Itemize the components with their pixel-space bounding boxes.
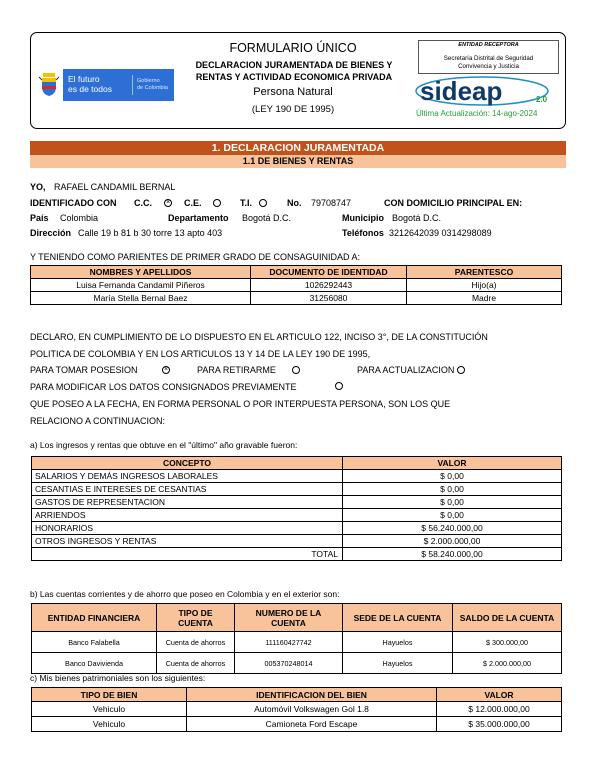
asset-value: $ 12.000.000,00 xyxy=(437,702,562,717)
account-entity: Banco Davivienda xyxy=(32,653,157,674)
table-row xyxy=(32,702,562,717)
yo-label: YO, xyxy=(30,182,46,192)
receiver-name-2: Convivencia y Justicia xyxy=(458,63,519,70)
table-row xyxy=(32,522,562,535)
asset-value: $ 35.000.000,00 xyxy=(437,717,562,732)
last-update: Última Actualización: 14-ago-2024 xyxy=(416,109,538,118)
table-header-row xyxy=(31,266,562,279)
income-concept: SALARIOS Y DEMÁS INGRESOS LABORALES xyxy=(32,470,343,483)
sideap-logo xyxy=(414,75,556,107)
cc-label: C.C. xyxy=(134,198,152,208)
account-site: Hayuelos xyxy=(343,632,453,653)
asset-type: Vehiculo xyxy=(32,717,187,732)
table-header-row xyxy=(32,457,562,470)
asset-identification: Camioneta Ford Escape xyxy=(187,717,437,732)
table-row xyxy=(32,632,562,653)
income-table xyxy=(31,456,562,561)
option-actualizacion-radio[interactable] xyxy=(457,366,465,374)
logo-line2: es de todos xyxy=(68,84,112,94)
option-retiro-radio[interactable] xyxy=(292,366,300,374)
table-row xyxy=(32,470,562,483)
relative-kinship: Madre xyxy=(407,292,562,305)
income-concept: HONORARIOS xyxy=(32,522,343,535)
table-row xyxy=(32,535,562,548)
col-header-account-balance: SALDO DE LA CUENTA xyxy=(453,604,562,632)
relative-kinship: Hijo(a) xyxy=(407,279,562,292)
declaration-line-2: POLITICA DE COLOMBIA Y EN LOS ARTICULOS 13 Y 14 DE LA LEY 190 DE 1995, xyxy=(30,349,371,359)
section-subtitle: 1.1 DE BIENES Y RENTAS xyxy=(30,155,566,168)
law-reference: (LEY 190 DE 1995) xyxy=(251,104,335,115)
cc-radio[interactable]: × xyxy=(165,199,171,206)
receiver-label: ENTIDAD RECEPTORA xyxy=(458,42,519,48)
col-header-value: VALOR xyxy=(343,457,562,470)
income-total-label: TOTAL xyxy=(32,548,343,561)
income-concept: CESANTIAS E INTERESES DE CESANTIAS xyxy=(32,483,343,496)
table-row xyxy=(32,496,562,509)
section-title: 1. DECLARACION JURAMENTADA xyxy=(30,141,566,155)
col-header-asset-value: VALOR xyxy=(437,688,562,702)
table-row xyxy=(32,717,562,732)
income-total-row xyxy=(32,548,562,561)
col-header-asset-type: TIPO DE BIEN xyxy=(32,688,187,702)
income-value: $ 2.000.000,00 xyxy=(343,535,562,548)
option-posesion-radio[interactable]: × xyxy=(163,366,169,373)
asset-identification: Automóvil Volkswagen Gol 1.8 xyxy=(187,702,437,717)
number-label: No. xyxy=(287,198,302,208)
id-number: 79708747 xyxy=(311,198,352,208)
option-actualizacion-label: PARA ACTUALIZACION xyxy=(357,365,455,375)
ti-radio[interactable] xyxy=(259,199,267,207)
income-concept: GASTOS DE REPRESENTACION xyxy=(32,496,343,509)
table-header-row xyxy=(32,604,562,632)
table-row xyxy=(32,483,562,496)
account-entity: Banco Falabella xyxy=(32,632,157,653)
option-retiro-label: PARA RETIRARME xyxy=(197,365,276,375)
account-site: Hayuelos xyxy=(343,653,453,674)
sideap-brand: sideap xyxy=(420,76,503,106)
table-row xyxy=(31,292,562,305)
logo-divider xyxy=(132,75,133,95)
government-logo xyxy=(37,69,174,101)
col-header-document: DOCUMENTO DE IDENTIDAD xyxy=(251,266,407,279)
asset-type: Vehiculo xyxy=(32,702,187,717)
assets-intro: c) Mis bienes patrimoniales son los siguientes: xyxy=(30,673,206,683)
dept-value: Bogotá D.C. xyxy=(242,213,292,223)
logo-gov2: de Colombia xyxy=(137,85,168,91)
accounts-intro: b) Las cuentas corrientes y de ahorro que poseo en Colombia y en el exterior son: xyxy=(30,589,340,599)
dept-label: Departamento xyxy=(168,213,229,223)
declaration-line-3: QUE POSEO A LA FECHA, EN FORMA PERSONAL O POR INTERPUESTA PERSONA, SON LOS QUE xyxy=(30,399,451,409)
relatives-intro: Y TENIENDO COMO PARIENTES DE PRIMER GRADO DE CONSAGUINIDAD A: xyxy=(30,252,361,262)
relative-document: 1026292443 xyxy=(251,279,407,292)
form-subtitle-2: RENTAS Y ACTIVIDAD ECONOMICA PRIVADA xyxy=(195,72,393,82)
city-value: Bogotá D.C. xyxy=(392,213,442,223)
coat-of-arms-icon xyxy=(37,69,61,101)
relatives-table xyxy=(30,265,562,305)
declaration-line-4: RELACIONO A CONTINUACION: xyxy=(30,416,166,426)
ce-label: C.E. xyxy=(184,198,202,208)
col-header-concept: CONCEPTO xyxy=(32,457,343,470)
id-label: IDENTIFICADO CON xyxy=(30,198,117,208)
logo-gov1: Gobierno xyxy=(137,78,160,84)
col-header-account-number: NUMERO DE LA CUENTA xyxy=(235,604,343,632)
relative-name: Luisa Fernanda Candamil Piñeros xyxy=(31,279,251,292)
col-header-account-site: SEDE DE LA CUENTA xyxy=(343,604,453,632)
phones-value: 3212642039 0314298089 xyxy=(389,228,492,238)
col-header-kinship: PARENTESCO xyxy=(407,266,562,279)
form-subtitle-1: DECLARACION JURAMENTADA DE BIENES Y xyxy=(195,60,393,70)
account-number: 111160427742 xyxy=(235,632,343,653)
account-balance: $ 2.000.000,00 xyxy=(453,653,562,674)
table-header-row xyxy=(32,688,562,702)
col-header-asset-id: IDENTIFICACION DEL BIEN xyxy=(187,688,437,702)
sideap-version: 2.0 xyxy=(536,95,548,104)
income-value: $ 56.240.000,00 xyxy=(343,522,562,535)
country-label: País xyxy=(30,213,49,223)
income-value: $ 0,00 xyxy=(343,496,562,509)
table-row xyxy=(31,279,562,292)
income-total-value: $ 58.240.000,00 xyxy=(343,548,562,561)
option-modificar-radio[interactable] xyxy=(335,382,343,390)
phones-label: Teléfonos xyxy=(342,228,384,238)
person-type: Persona Natural xyxy=(253,86,333,98)
address-value: Calle 19 b 81 b 30 torre 13 apto 403 xyxy=(78,228,223,238)
ti-label: T.I. xyxy=(240,198,253,208)
col-header-names: NOMBRES Y APELLIDOS xyxy=(31,266,251,279)
city-label: Municipio xyxy=(342,213,384,223)
relative-document: 31256080 xyxy=(251,292,407,305)
address-label: Dirección xyxy=(30,228,72,238)
col-header-entity: ENTIDAD FINANCIERA xyxy=(32,604,157,632)
table-row xyxy=(32,653,562,674)
domicile-label: CON DOMICILIO PRINCIPAL EN: xyxy=(384,198,523,208)
logo-line1: El futuro xyxy=(68,74,100,84)
table-row xyxy=(32,509,562,522)
logo-banner xyxy=(63,69,174,101)
form-title: FORMULARIO ÚNICO xyxy=(229,41,357,55)
receiver-name-1: Secretaría Distrital de Seguridad xyxy=(443,55,534,62)
option-posesion-label: PARA TOMAR POSESION xyxy=(30,365,138,375)
income-concept: ARRIENDOS xyxy=(32,509,343,522)
income-value: $ 0,00 xyxy=(343,483,562,496)
option-modificar-label: PARA MODIFICAR LOS DATOS CONSIGNADOS PREVIAMENTE xyxy=(30,382,297,392)
income-value: $ 0,00 xyxy=(343,470,562,483)
declaration-line-1: DECLARO, EN CUMPLIMIENTO DE LO DISPUESTO EN EL ARTICULO 122, INCISO 3°, DE LA CONSTITUCIÓN xyxy=(30,332,488,342)
country-value: Colombia xyxy=(60,213,99,223)
declarant-name: RAFAEL CANDAMIL BERNAL xyxy=(54,182,176,192)
income-value: $ 0,00 xyxy=(343,509,562,522)
assets-table xyxy=(31,687,562,732)
col-header-account-type: TIPO DE CUENTA xyxy=(157,604,235,632)
ce-radio[interactable] xyxy=(213,199,221,207)
income-intro: a) Los ingresos y rentas que obtuve en el "último" año gravable fueron: xyxy=(30,440,298,450)
accounts-table xyxy=(31,603,562,674)
account-type: Cuenta de ahorros xyxy=(157,653,235,674)
income-concept: OTROS INGRESOS Y RENTAS xyxy=(32,535,343,548)
relative-name: María Stella Bernal Baez xyxy=(31,292,251,305)
account-balance: $ 300.000,00 xyxy=(453,632,562,653)
account-type: Cuenta de ahorros xyxy=(157,632,235,653)
account-number: 005370248014 xyxy=(235,653,343,674)
